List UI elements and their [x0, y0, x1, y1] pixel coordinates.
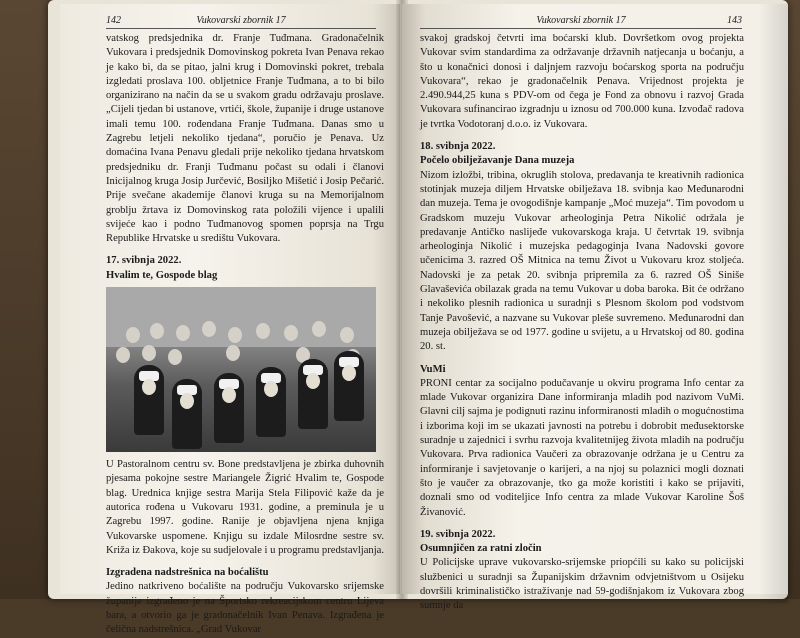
subheading-nadstresnica: Izgradena nadstrešnica na boćalištu: [106, 567, 269, 579]
section-title-dan-muzeja: Počelo obilježavanje Dana muzeja: [420, 155, 575, 167]
vumi-paragraph: PRONI centar za socijalno podučavanje u okviru programa Info centar za mlade Vukovar organizira Dane informiranja mladih pod nazivom VuMi. Glavni cilj sajma je podignuti razinu informiranosti mladih o mogućnostima i izborima koji im se ukazati javnosti na potrebu i dobrobit međusektorske suradnje u zajednici i svrhu razvoja kvalitetnijeg života mladih na području Vukovara. Prva radionica Vaučeri za obrazovanje održana je u Centru za informiranje i savjetovanje o karijeri, a na njoj su polaznici mogli doznati što je vaučer za obrazovanje, tko ga može koristiti i kako se prijaviti, doznali smo od voditeljice Info centra za mlade Vukovar Karoline Šoš Živanović.: [420, 377, 744, 518]
section-date-18-may: 18. svibnja 2022.: [420, 141, 496, 153]
left-top-paragraph: vatskog predsjednika dr. Franje Tuđmana. Gradonačelnik Vukovara i predsjednik Domovinskog pokreta Ivan Penava rekao je kako bi, da se pitao, jalni krug i Domovinski pokret, trebala izgledati proslava 100. obljetnice Franje Tuđmana, a to bi bilo organizirano na način da se u svakom gradu održavaju proslave. „Cijeli tjedan bi ustanove, vrtići, škole, županije i druge ustanove imali temu 100. rođendana Franje Tuđmana. Danas smo u Zagrebu letjeli nekoliko tjedana“, poručio je Penava. Uz domaćina Ivana Penavu gledali prije nekoliko tjedana hrvatskom predsjedniku dr. Franji Tuđmanu počast su odali i članovi Inicijalnog kruga Josip Jurčević, Bosiljko Mišetić i Josip Pečarić. Prije svečane akademije članovi kruga su na Memorijalnom groblju žrtava iz Domovinskog rata položili vijence i upalili svijeće kao i podno Tuđmanovog spomen poprsja na Trgu Republike Hrvatske u središtu Vukovara.: [106, 33, 384, 245]
right-page-number: 143: [727, 15, 742, 26]
right-page: [402, 4, 788, 612]
left-page: [60, 4, 400, 636]
right-top-paragraph: svakoj gradskoj četvrti ima boćarski klub. Dovršetkom ovog projekta Vukovar svim standardima za održavanje državnih natjecanja u boćanju, a što u konačnici donosi i daljnjem razvoju boćarskog sporta na području Vukovara“, rekao je gradonačelnik Penava. Vrijednost projekta je 2.490.944,25 kuna s PDV-om od čega je Fond za obnovu i razvoj Grada Vukovara sufinancirao izgradnju u iznosu od 700.000 kuna. Izvođač radova je tvrtka Vodotoranj d.o.o. iz Vukovara.: [420, 33, 744, 130]
section-title-ratni-zlocin: Osumnjičen za ratni zločin: [420, 543, 542, 555]
dan-muzeja-paragraph: Nizom izložbi, tribina, okruglih stolova, predavanja te kreativnih radionica stotinjak muzeja diljem Hrvatske obilježava 18. svibnja kao Međunarodni dan muzeja. Tema je ovogodišnje kampanje „Moć muzeja“. Tim povodom u Gradskom muzeju Vukovar arheologinja Petra Nikolić održala je predavanje Antičko naslijeđe vukovarskoga kraja. U četvrtak 19. svibnja arheologinja Nikolić i muzejska pedagoginja Ivana Nadovski govore učenicima 3. razred OŠ Mitnica na temu Život u Vukovaru kroz stoljeća. Nadovski je za petak 20. svibnja pripremila za 6. razred OŠ Siniše Glavaševića obilazak grada na temu Vukovar u doba baroka. Bit će održano i nekoliko plesnih radionica u suradnji s Plesnom školom pod vodstvom Tanje Pavošević, a nazvane su Vukovar pleše suvremeno. Međunarodni dan muzeja obilježava se od 1977. godine u svijetu, a u Hrvatskoj od 80. godina 20. st.: [420, 169, 744, 353]
left-page-number: 142: [106, 15, 121, 26]
left-running-header: [106, 14, 376, 29]
left-header-title: Vukovarski zbornik 17: [196, 15, 286, 26]
left-bottom-paragraph: Jedino natkriveno boćalište na području Vukovarsko srijemske županije izgrađeno je na Športsko rekreacijskom centru Lijeva bara, a otvorio ga je gradonačelnik Ivan Penava. Izgrađena je čelična nadstrešnica. „Grad Vukovar: [106, 581, 384, 636]
page-shadow: [758, 4, 788, 603]
section-title-vumi: VuMi: [420, 363, 446, 375]
right-column: [420, 32, 744, 614]
right-header-title: Vukovarski zbornik 17: [536, 15, 626, 26]
section-title-hvalim-te: Hvalim te, Gospode blag: [106, 269, 218, 281]
ratni-zlocin-paragraph: U Policijske uprave vukovarsko-srijemske priopćili su kako su policijski službenici u suradnji sa Županijskim državnim odvjetništvom u Osijeku dovršili kriminalističko istraživanje nad 59-godišnjakom iz Vukovara zbog sumnje da: [420, 557, 744, 612]
right-running-header: [420, 14, 742, 29]
left-column: [106, 32, 384, 638]
nuns-audience-photo: [106, 287, 376, 452]
section-date-19-may: 19. svibnja 2022.: [420, 528, 496, 540]
section-date-17-may: 17. svibnja 2022.: [106, 255, 182, 267]
left-after-photo-paragraph: U Pastoralnom centru sv. Bone predstavljena je zbirka duhovnih pjesama pokojne sestre Mariangele Žigrić Hvalim te, Gospode blag. Urednica knjige sestra Marija Stela Filipović kaže da je autorica rođena u Vukovaru 1931. godine, a preminula je u Zagrebu 1997. godine. Ranije je objavljena njena knjiga Vukovarske uspomene. Knjigu su izdale Milosrdne sestre sv. Križa iz Đakova, koje su sudjelovale i u programu predstavljanja.: [106, 459, 384, 556]
